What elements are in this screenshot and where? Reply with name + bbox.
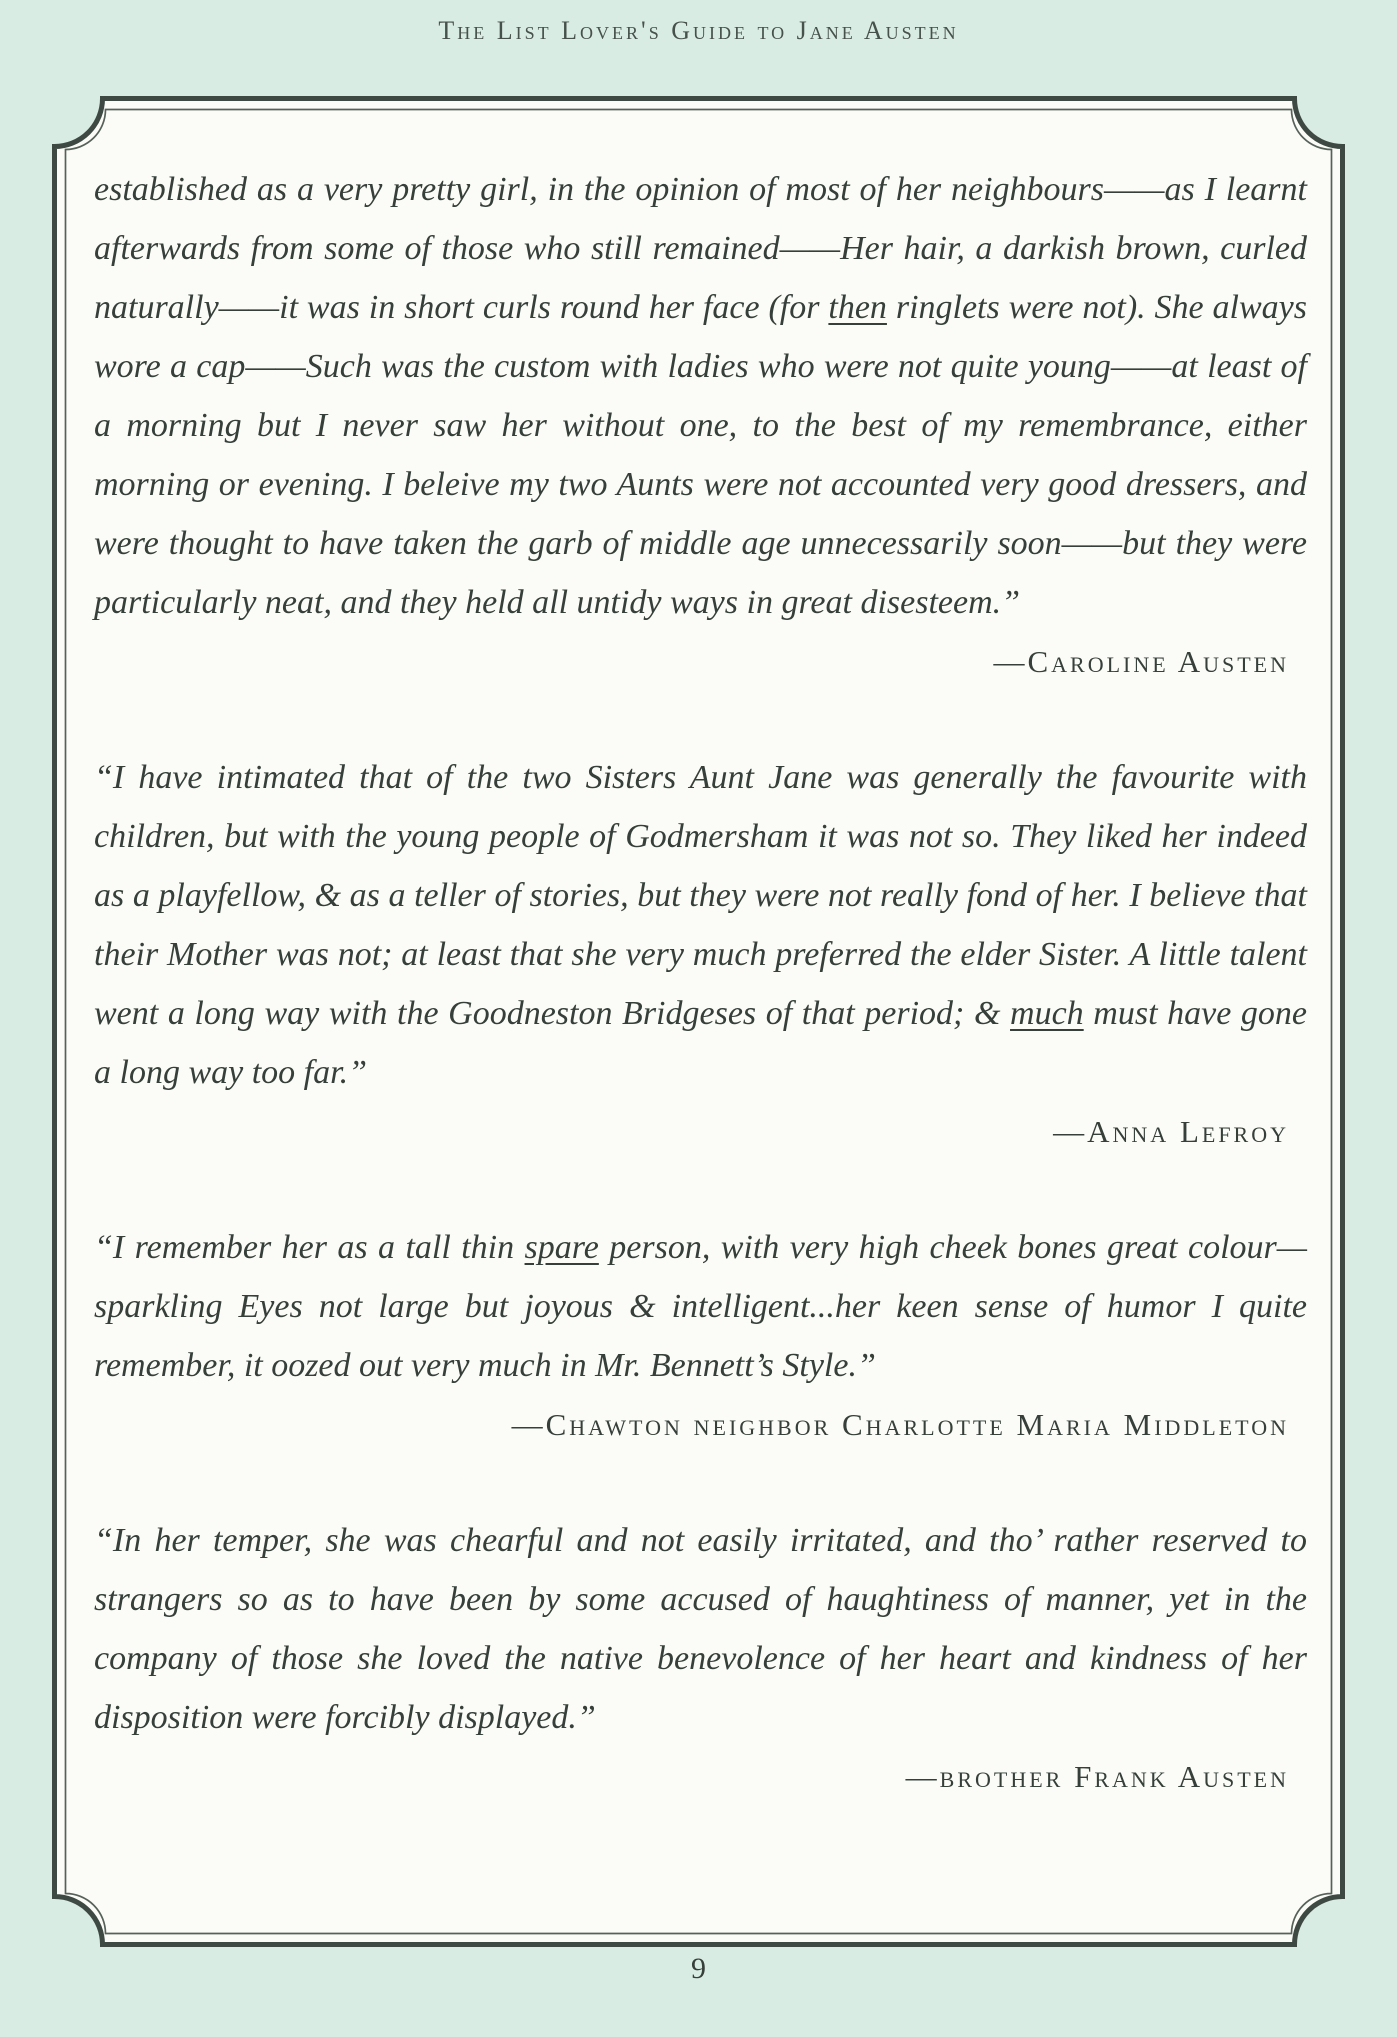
quote-text: established as a very pretty girl, in the opinion of most of her neighbours——as I learnt afterwards from some of those who still remained——Her hair, a darkish brown, curled naturally——it was in short curls round her face (for	[94, 171, 1307, 326]
quotes-content	[52, 96, 1345, 1947]
quote-attribution: —Caroline Austen	[993, 644, 1289, 679]
quote-paragraph	[94, 748, 1307, 1102]
underlined-word: then	[828, 289, 887, 326]
quote-text: “In her temper, she was chearful and not easily irritated, and tho’ rather reserved to strangers so as to have been by some accused of haughtiness of manner, yet in the company of those she loved the native benevolence of her heart and kindness of her disposition were forcibly displayed.”	[94, 1522, 1307, 1736]
quote-text: ringlets were not). She always wore a cap——Such was the custom with ladies who were not quite young——at least of a morning but I never saw her without one, to the best of my remembrance, either morning or evening. I beleive my two Aunts were not accounted very good dressers, and were thought to have taken the garb of middle age unnecessarily soon——but they were particularly neat, and they held all untidy ways in great disesteem.”	[94, 289, 1308, 621]
underlined-word: spare	[524, 1229, 599, 1266]
page-number: 9	[691, 1952, 706, 1985]
running-header: The List Lover's Guide to Jane Austen	[438, 16, 959, 45]
underlined-word: much	[1010, 995, 1084, 1032]
decorative-frame	[52, 96, 1345, 1947]
quote-paragraph	[94, 1218, 1307, 1395]
quote-paragraph	[94, 160, 1307, 632]
quote-attribution: —Chawton neighbor Charlotte Maria Middleton	[511, 1407, 1289, 1442]
quote-attribution: —Anna Lefroy	[1053, 1114, 1289, 1149]
quote-text: “I remember her as a tall thin	[94, 1229, 525, 1266]
quote-text: “I have intimated that of the two Sisters Aunt Jane was generally the favourite with children, but with the young people of Godmersham it was not so. They liked her indeed as a playfellow, & as a teller of stories, but they were not really fond of her. I believe that their Mother was not; at least that she very much preferred the elder Sister. A little talent went a long way with the Goodneston Bridgeses of that period; &	[94, 759, 1307, 1032]
quote-attribution: —brother Frank Austen	[905, 1759, 1289, 1794]
quote-text: person, with very high cheek bones great colour—sparkling Eyes not large but joyous & intelligent...her keen sense of humor I quite remember, it oozed out very much in Mr. Bennett’s Style.”	[94, 1229, 1307, 1384]
quote-paragraph	[94, 1511, 1307, 1747]
quote-text: must have gone a long way too far.”	[94, 995, 1307, 1091]
